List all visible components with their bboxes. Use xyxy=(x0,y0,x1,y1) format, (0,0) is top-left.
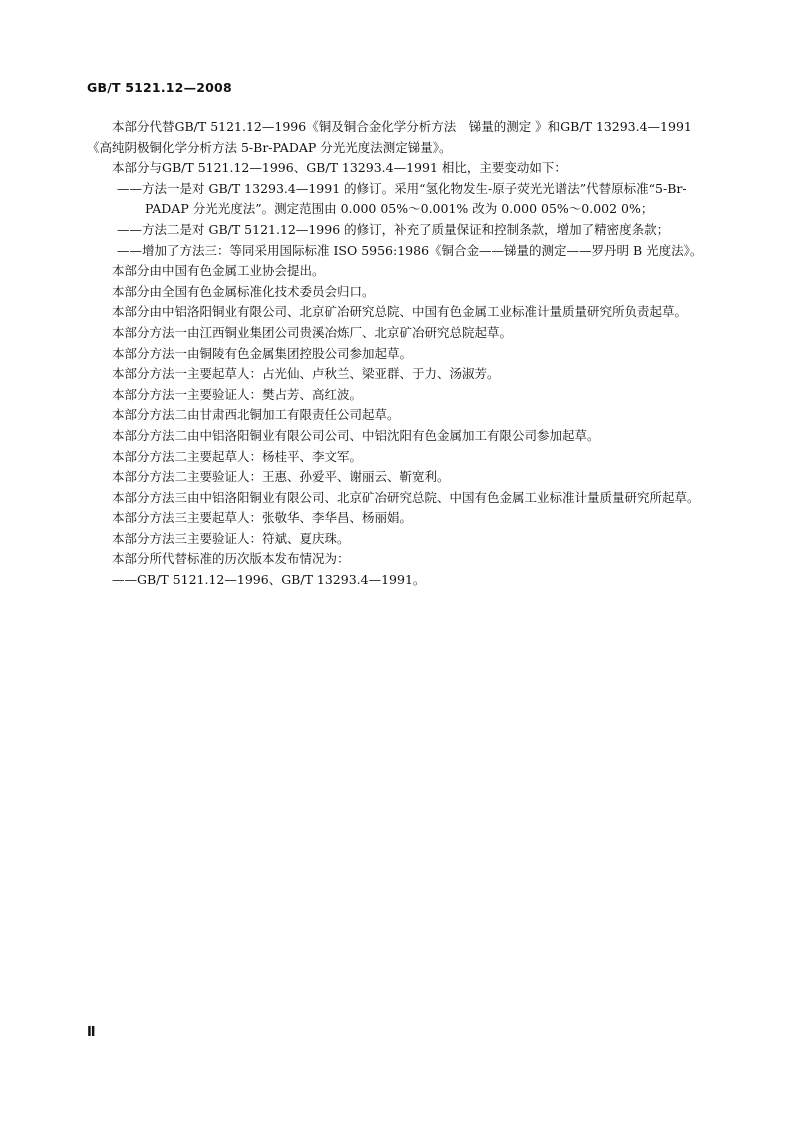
foreword-body xyxy=(87,117,707,591)
paragraph-method-two-verifiers: 本部分方法二主要验证人：王惠、孙爱平、谢丽云、靳宽利。 xyxy=(112,469,450,485)
paragraph-method-three-drafters: 本部分方法三主要起草人：张敬华、李华昌、杨丽娟。 xyxy=(112,510,413,526)
paragraph-method-two-drafters: 本部分方法二主要起草人：杨桂平、李文军。 xyxy=(112,448,363,464)
paragraph-method-one-verifiers: 本部分方法一主要验证人：樊占芳、高红波。 xyxy=(112,386,363,402)
paragraph-method-one-participants: 本部分方法一由铜陵有色金属集团控股公司参加起草。 xyxy=(112,345,413,361)
paragraph-administered-by: 本部分由全国有色金属标准化技术委员会归口。 xyxy=(112,283,375,299)
paragraph-drafted-by: 本部分由中铝洛阳铜业有限公司、北京矿冶研究总院、中国有色金属工业标准计量质量研究所负责起草。 xyxy=(112,304,688,320)
change-item-method-one: ——方法一是对 GB/T 13293.4—1991 的修订。采用“氢化物发生-原子荧光光谱法”代替原标准“5-Br-PADAP 分光光度法”。测定范围由 0.000 05%～0.001% 改为 0.000 05%～0.002 0%； xyxy=(117,180,687,217)
paragraph-history-intro: 本部分所代替标准的历次版本发布情况为： xyxy=(112,551,350,567)
paragraph-method-two-drafted: 本部分方法二由甘肃西北铜加工有限责任公司起草。 xyxy=(112,407,400,423)
paragraph-history-versions: ——GB/T 5121.12—1996、GB/T 13293.4—1991。 xyxy=(112,572,426,588)
paragraph-method-three-verifiers: 本部分方法三主要验证人：符斌、夏庆珠。 xyxy=(112,530,350,546)
paragraph-method-one-drafters: 本部分方法一主要起草人：占光仙、卢秋兰、梁亚群、于力、汤淑芳。 xyxy=(112,366,500,382)
paragraph-method-three-drafted: 本部分方法三由中铝洛阳铜业有限公司、北京矿冶研究总院、中国有色金属工业标准计量质量研究所起草。 xyxy=(112,489,700,505)
paragraph-changes-intro: 本部分与GB/T 5121.12—1996、GB/T 13293.4—1991 相比，主要变动如下： xyxy=(112,160,567,176)
change-item-method-three: ——增加了方法三：等同采用国际标准 ISO 5956:1986《铜合金——锑量的测定——罗丹明 B 光度法》。 xyxy=(117,242,703,258)
paragraph-replaces: 本部分代替GB/T 5121.12—1996《铜及铜合金化学分析方法 锑量的测定 》和GB/T 13293.4—1991《高纯阴极铜化学分析方法 5-Br-PADAP 分光光度法测定锑量》。 xyxy=(87,119,692,155)
paragraph-proposed-by: 本部分由中国有色金属工业协会提出。 xyxy=(112,263,325,279)
standard-code-header: GB/T 5121.12—2008 xyxy=(87,80,232,95)
paragraph-method-one-drafted: 本部分方法一由江西铜业集团公司贵溪冶炼厂、北京矿冶研究总院起草。 xyxy=(112,324,513,340)
page-number: Ⅱ xyxy=(87,1025,96,1040)
paragraph-method-two-participants: 本部分方法二由中铝洛阳铜业有限公司公司、中铝沈阳有色金属加工有限公司参加起草。 xyxy=(112,427,600,443)
change-item-method-two: ——方法二是对 GB/T 5121.12—1996 的修订，补充了质量保证和控制条款，增加了精密度条款； xyxy=(117,221,670,237)
